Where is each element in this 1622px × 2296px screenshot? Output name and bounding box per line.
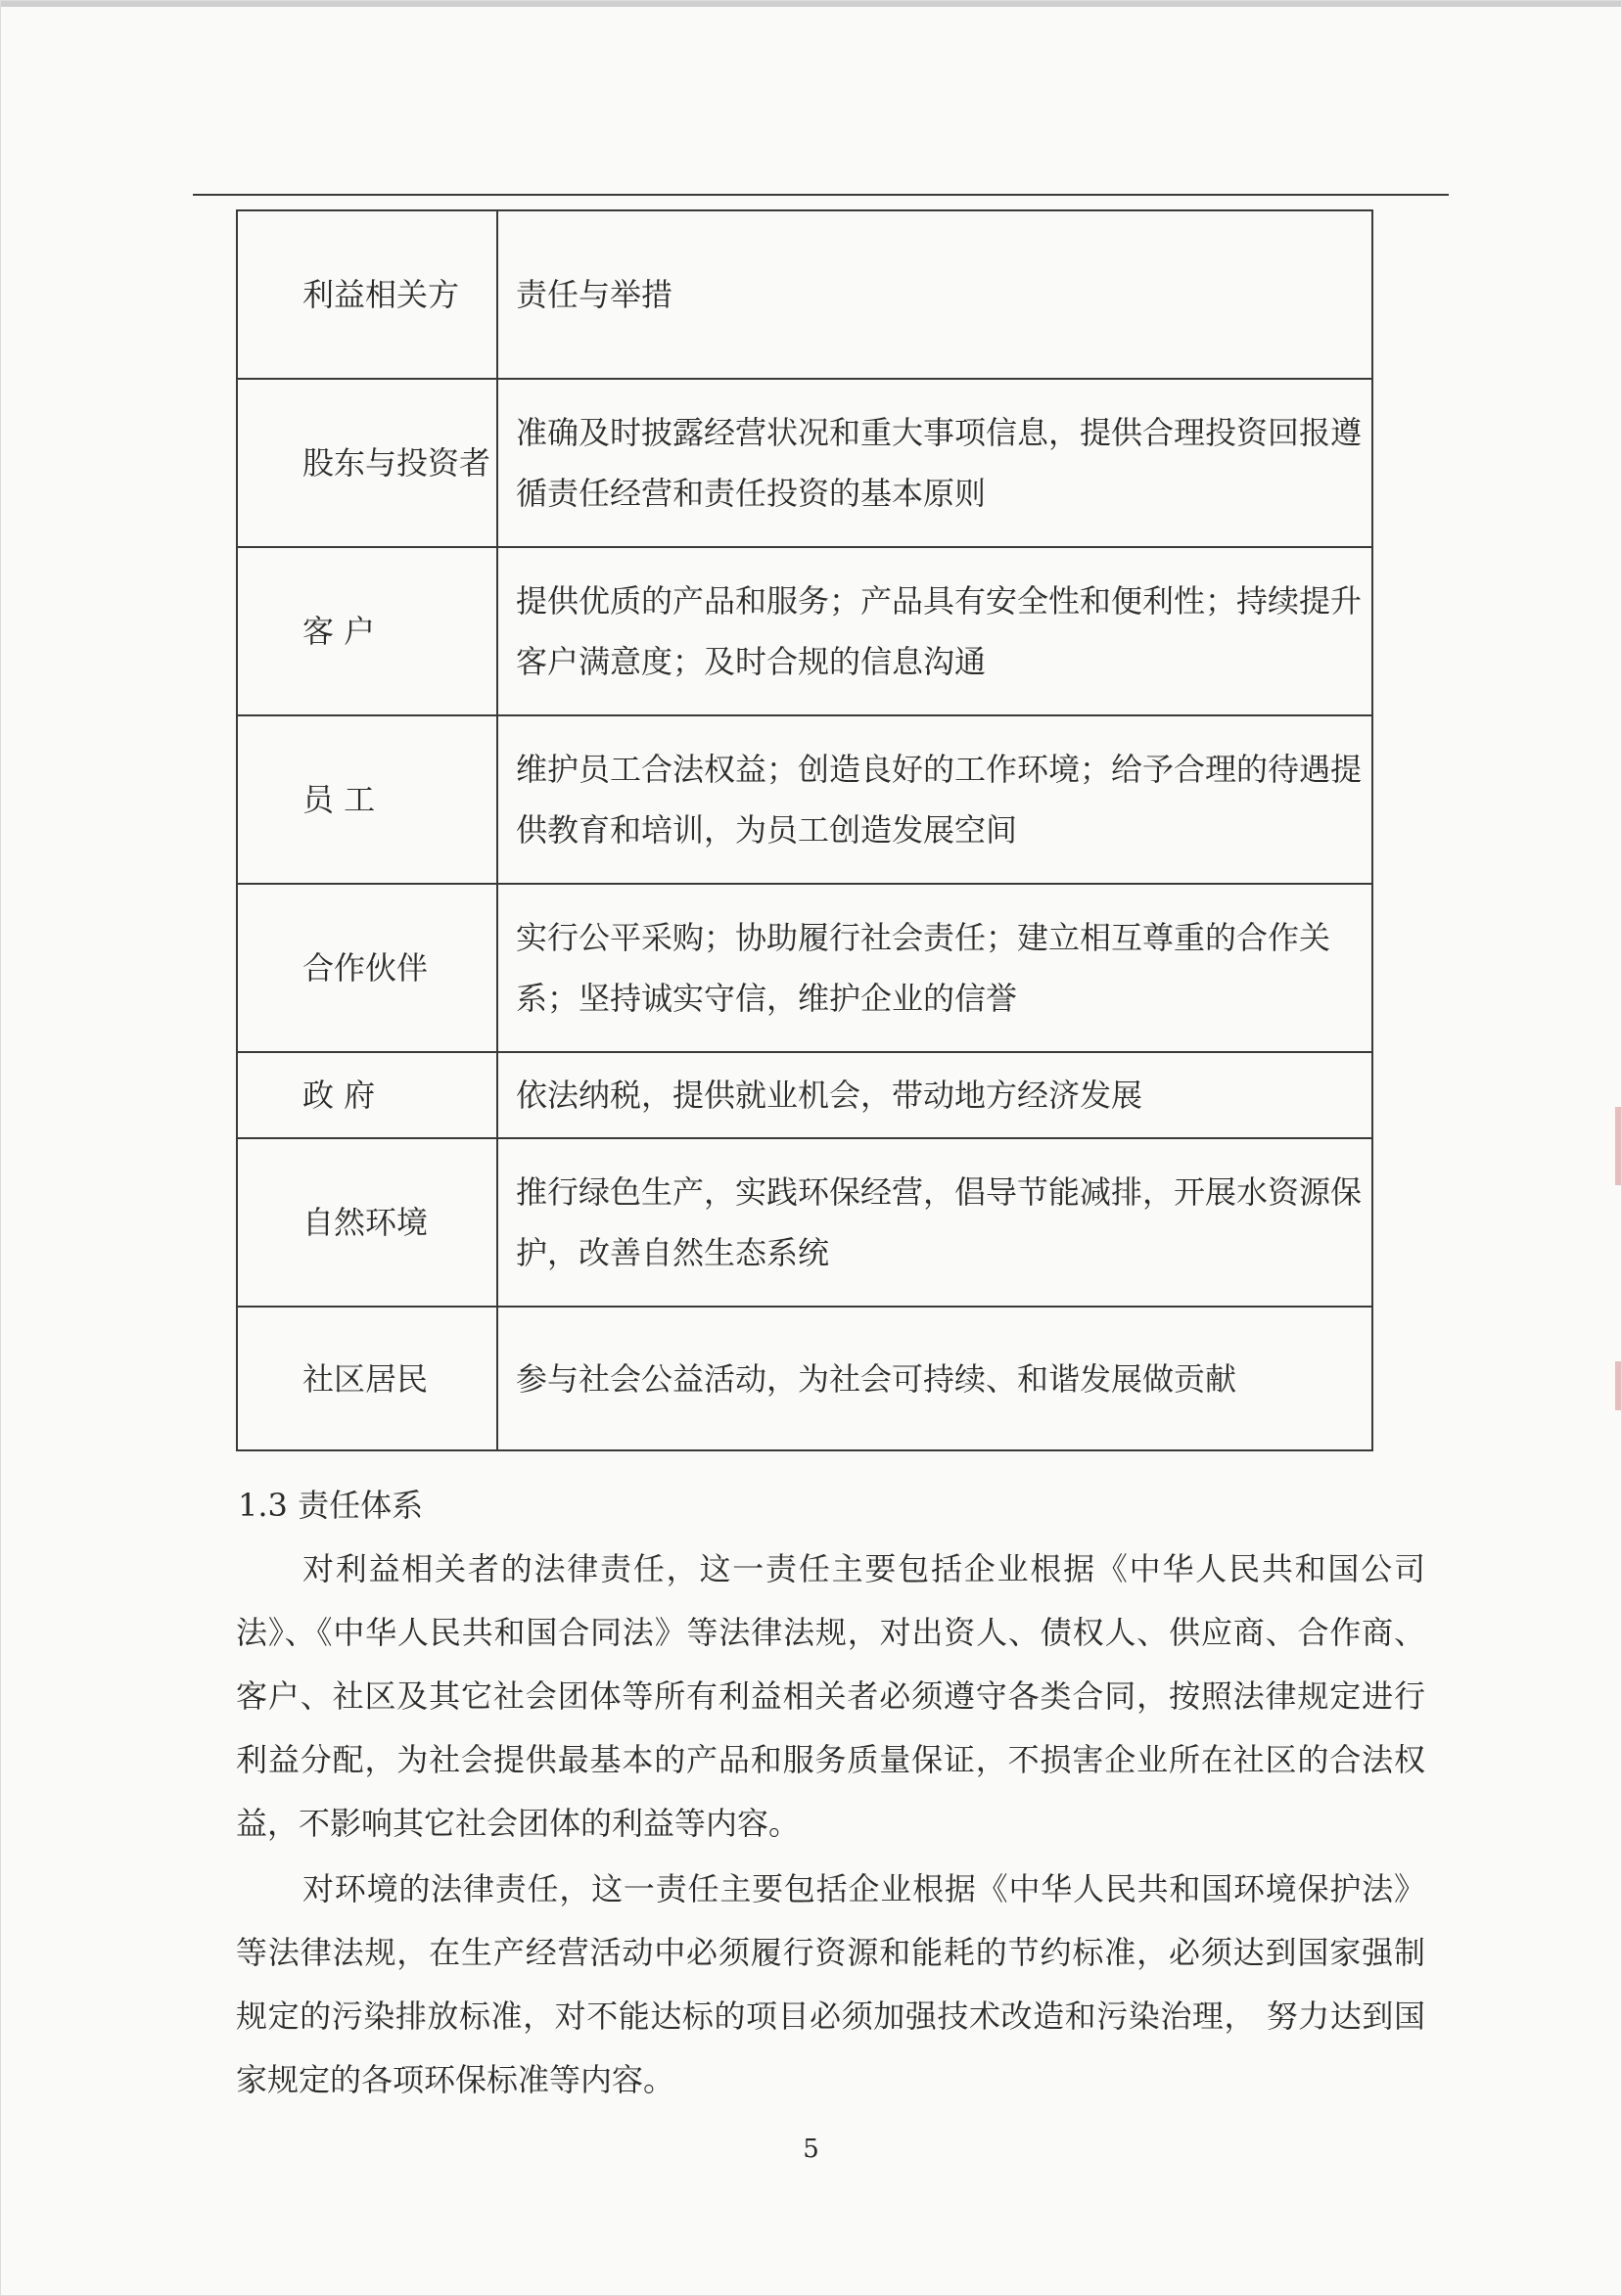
stakeholder-cell: 政 府 [237,1052,497,1138]
responsibility-cell: 推行绿色生产，实践环保经营，倡导节能减排，开展水资源保护，改善自然生态系统 [497,1138,1372,1307]
table-header-party: 利益相关方 [237,210,497,379]
table-row [237,1307,1372,1450]
responsibility-cell: 实行公平采购；协助履行社会责任；建立相互尊重的合作关系；坚持诚实守信，维护企业的信誉 [497,884,1372,1052]
stakeholder-cell: 合作伙伴 [237,884,497,1052]
header-rule [193,194,1449,196]
section-heading: 1.3 责任体系 [238,1487,424,1524]
stakeholder-cell: 社区居民 [237,1307,497,1450]
table-row [237,715,1372,884]
responsibility-cell: 依法纳税，提供就业机会，带动地方经济发展 [497,1052,1372,1138]
table-row [237,884,1372,1052]
table-header-duty: 责任与举措 [497,210,1372,379]
table-row [237,1138,1372,1307]
stakeholder-cell: 股东与投资者 [237,379,497,547]
responsibility-cell: 参与社会公益活动，为社会可持续、和谐发展做贡献 [497,1307,1372,1450]
body-paragraph: 对环境的法律责任，这一责任主要包括企业根据《中华人民共和国环境保护法》等法律法规，在生产经营活动中必须履行资源和能耗的节约标准，必须达到国家强制规定的污染排放标准，对不能达标的项目必须加强技术改造和污染治理， 努力达到国家规定的各项环保标准等内容。 [236,1870,1425,2098]
table-row [237,379,1372,547]
body-paragraph: 对利益相关者的法律责任，这一责任主要包括企业根据《中华人民共和国公司法》、《中华人民共和国合同法》等法律法规，对出资人、债权人、供应商、合作商、客户、社区及其它社会团体等所有利益相关者必须遵守各类合同，按照法律规定进行利益分配，为社会提供最基本的产品和服务质量保证，不损害企业所在社区的合法权益，不影响其它社会团体的利益等内容。 [236,1550,1425,1842]
seal-edge-mark [1615,1361,1621,1410]
stakeholder-cell: 自然环境 [237,1138,497,1307]
table-header-row [237,210,1372,379]
table-row [237,1052,1372,1138]
table-row [237,547,1372,715]
seal-edge-mark [1615,1107,1621,1185]
responsibility-cell: 提供优质的产品和服务；产品具有安全性和便利性；持续提升客户满意度；及时合规的信息沟通 [497,547,1372,715]
responsibility-cell: 准确及时披露经营状况和重大事项信息，提供合理投资回报遵循责任经营和责任投资的基本原则 [497,379,1372,547]
stakeholder-cell: 员 工 [237,715,497,884]
responsibility-cell: 维护员工合法权益；创造良好的工作环境；给予合理的待遇提供教育和培训，为员工创造发展空间 [497,715,1372,884]
page-number: 5 [803,2135,819,2164]
scan-top-border [1,1,1621,7]
stakeholder-table [236,209,1373,1451]
stakeholder-cell: 客 户 [237,547,497,715]
